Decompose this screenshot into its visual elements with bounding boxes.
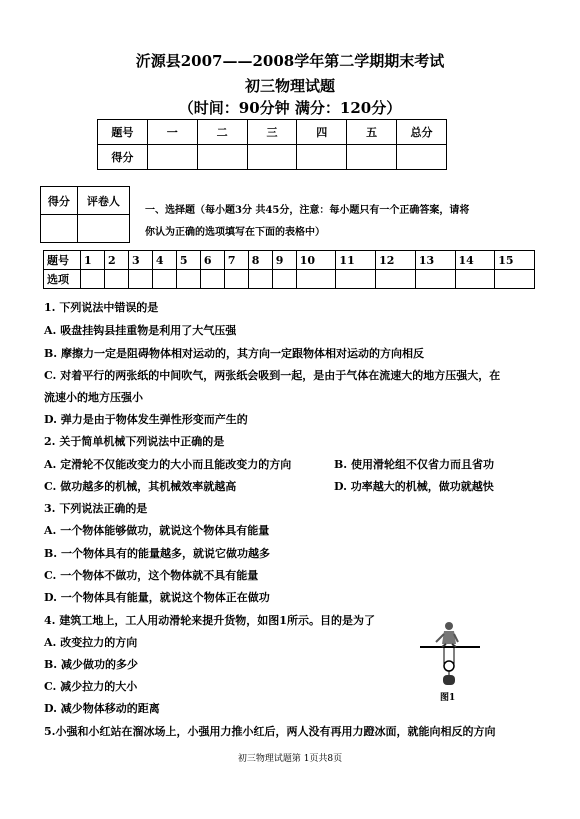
- score-cell: 四: [297, 120, 347, 145]
- exam-title: 沂源县2007——2008学年第二学期期末考试: [135, 52, 445, 70]
- question-number-cell: 8: [248, 251, 272, 270]
- question-number-cell: 13: [415, 251, 455, 270]
- score-cell: 一: [147, 120, 197, 145]
- answer-entry[interactable]: [272, 270, 296, 289]
- grader-name-label: 评卷人: [77, 187, 129, 215]
- question-2-stem: 2. 关于简单机械下列说法中正确的是: [44, 435, 225, 448]
- question-4-stem: 4. 建筑工地上，工人用动滑轮来提升货物，如图1所示。目的是为了: [44, 614, 375, 627]
- answer-entry[interactable]: [296, 270, 336, 289]
- question-option: B. 摩擦力一定是阻碍物体相对运动的，其方向一定跟物体相对运动的方向相反: [44, 347, 424, 360]
- grader-entry-row: [41, 215, 130, 243]
- question-option: A. 定滑轮不仅能改变力的大小而且能改变力的方向: [44, 458, 292, 471]
- question-number-cell: 2: [104, 251, 128, 270]
- score-table-header-row: [98, 120, 447, 145]
- question-number-cell: 10: [296, 251, 336, 270]
- question-option: B. 减少做功的多少: [44, 658, 138, 671]
- question-option-continued: 流速小的地方压强小: [44, 391, 143, 404]
- exam-time-score: （时间：90分钟 满分：120分）: [178, 99, 402, 117]
- question-number-cell: 1: [81, 251, 105, 270]
- answer-entry[interactable]: [152, 270, 176, 289]
- score-entry[interactable]: [147, 145, 197, 170]
- question-option: B. 使用滑轮组不仅省力而且省功: [334, 458, 494, 471]
- score-entry[interactable]: [397, 145, 447, 170]
- answer-header-label: 题号: [44, 251, 81, 270]
- score-cell: 题号: [98, 120, 148, 145]
- question-option: C. 一个物体不做功，这个物体就不具有能量: [44, 569, 259, 582]
- answer-entry[interactable]: [495, 270, 535, 289]
- question-option: D. 弹力是由于物体发生弹性形变而产生的: [44, 413, 248, 426]
- score-table: [97, 119, 447, 170]
- grader-box: [40, 186, 130, 243]
- question-5-stem: 5.小强和小红站在溜冰场上，小强用力推小红后，两人没有再用力蹬冰面，就能向相反的方向: [44, 725, 496, 738]
- score-entry[interactable]: [347, 145, 397, 170]
- score-entry[interactable]: [197, 145, 247, 170]
- question-number-cell: 5: [176, 251, 200, 270]
- score-cell: 总分: [397, 120, 447, 145]
- answer-table: [43, 250, 535, 289]
- score-cell: 得分: [98, 145, 148, 170]
- section-intro-line: 你认为正确的选项填写在下面的表格中）: [145, 227, 325, 238]
- answer-entry[interactable]: [176, 270, 200, 289]
- answer-entry[interactable]: [376, 270, 416, 289]
- grader-name-entry[interactable]: [77, 215, 129, 243]
- question-option: A. 改变拉力的方向: [44, 636, 138, 649]
- question-number-cell: 4: [152, 251, 176, 270]
- answer-table-number-row: [44, 251, 535, 270]
- score-cell: 五: [347, 120, 397, 145]
- score-table-score-row: [98, 145, 447, 170]
- grader-score-label: 得分: [41, 187, 78, 215]
- question-number-cell: 3: [128, 251, 152, 270]
- question-number-cell: 14: [455, 251, 495, 270]
- answer-entry[interactable]: [81, 270, 105, 289]
- score-cell: 二: [197, 120, 247, 145]
- answer-entry[interactable]: [336, 270, 376, 289]
- question-option: D. 一个物体具有能量，就说这个物体正在做功: [44, 591, 270, 604]
- score-cell: 三: [247, 120, 297, 145]
- answer-table-option-row: [44, 270, 535, 289]
- answer-entry[interactable]: [200, 270, 224, 289]
- answer-entry[interactable]: [455, 270, 495, 289]
- question-option: B. 一个物体具有的能量越多，就说它做功越多: [44, 547, 270, 560]
- question-3-stem: 3. 下列说法正确的是: [44, 502, 148, 515]
- question-number-cell: 12: [376, 251, 416, 270]
- question-number-cell: 9: [272, 251, 296, 270]
- score-entry[interactable]: [247, 145, 297, 170]
- question-1-stem: 1. 下列说法中错误的是: [44, 301, 159, 314]
- figure-caption: 图1: [440, 693, 456, 703]
- question-option: D. 减少物体移动的距离: [44, 702, 160, 715]
- answer-entry[interactable]: [128, 270, 152, 289]
- question-number-cell: 6: [200, 251, 224, 270]
- answer-entry[interactable]: [224, 270, 248, 289]
- answer-entry[interactable]: [415, 270, 455, 289]
- question-option: A. 吸盘挂钩县挂重物是利用了大气压强: [44, 324, 237, 337]
- section-intro: [145, 200, 545, 244]
- question-option: C. 做功越多的机械，其机械效率就越高: [44, 480, 237, 493]
- question-number-cell: 11: [336, 251, 376, 270]
- question-option: C. 对着平行的两张纸的中间吹气，两张纸会吸到一起，是由于气体在流速大的地方压强大，在: [44, 369, 501, 382]
- score-entry[interactable]: [297, 145, 347, 170]
- page-footer: 初三物理试题第 1页共8页: [237, 754, 343, 764]
- question-number-cell: 7: [224, 251, 248, 270]
- question-number-cell: 15: [495, 251, 535, 270]
- answer-entry[interactable]: [104, 270, 128, 289]
- answer-option-label: 选项: [44, 270, 81, 289]
- question-option: D. 功率越大的机械，做功就越快: [334, 480, 494, 493]
- answer-entry[interactable]: [248, 270, 272, 289]
- grader-header-row: [41, 187, 130, 215]
- question-option: C. 减少拉力的大小: [44, 680, 138, 693]
- question-option: A. 一个物体能够做功，就说这个物体具有能量: [44, 524, 270, 537]
- exam-subtitle: 初三物理试题: [244, 77, 335, 95]
- section-intro-line: 一、选择题（每小题3分 共45分，注意：每小题只有一个正确答案，请将: [145, 205, 470, 216]
- grader-score-entry[interactable]: [41, 215, 78, 243]
- pulley-worker-figure: [420, 622, 480, 687]
